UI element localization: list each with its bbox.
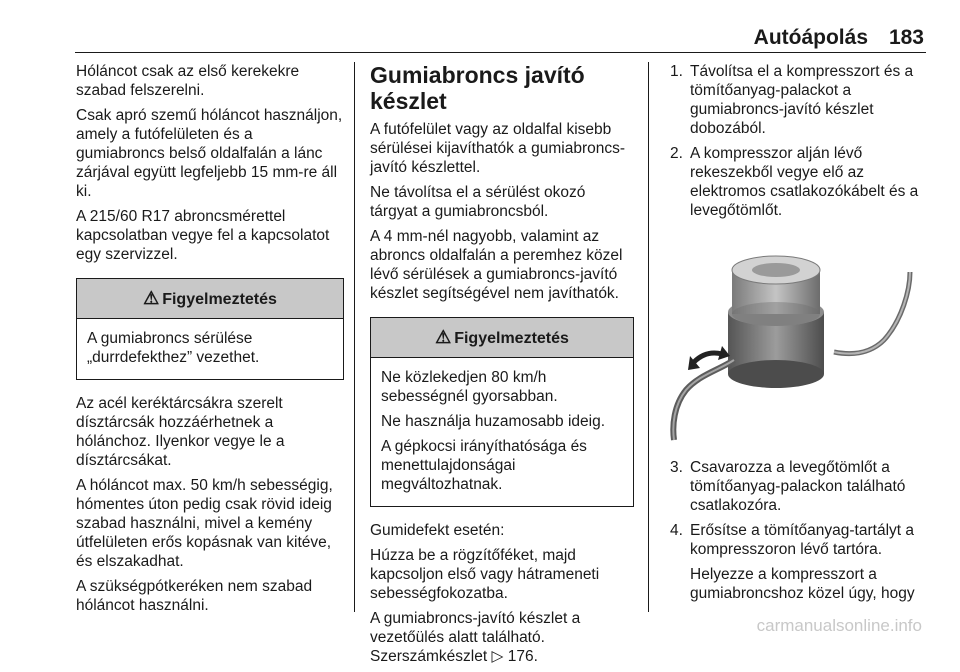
warning-header — [371, 318, 633, 358]
paragraph-text: A gumiabroncs-javító készlet a vezetőülés alatt található. — [370, 610, 581, 646]
warning-line: Ne használja huzamosabb ideig. — [381, 413, 606, 430]
steps-list — [664, 458, 926, 603]
section-title: Autóápolás — [753, 26, 868, 49]
paragraph: Az acél keréktárcsákra szerelt dísztárcsák hozzáérhetnek a hólánchoz. Ilyenkor vegye le a dísztárcsákat. — [76, 395, 285, 469]
step-text: Csavarozza a levegőtömlőt a tömítőanyag-palackon található csatlakozóra. — [690, 459, 906, 514]
step-item — [664, 144, 926, 220]
warning-triangle-icon: ⚠ — [435, 327, 452, 347]
warning-body — [77, 319, 343, 379]
step-text: A kompresszor alján lévő rekeszekből vegye elő az elektromos csatlakozókábelt és a levegőtömlőt. — [690, 145, 919, 219]
page-reference-label: Szerszámkészlet — [370, 648, 488, 665]
step-text: Távolítsa el a kompresszort és a tömítőanyag-palackot a gumiabroncs-javító készlet dobozából. — [690, 63, 914, 137]
column-divider — [354, 62, 355, 612]
column-2 — [370, 62, 634, 672]
warning-title: Figyelmeztetés — [454, 330, 569, 347]
step-number: 1. — [670, 63, 683, 80]
section-heading: Gumiabroncs javító készlet — [370, 62, 585, 114]
paragraph: Hóláncot csak az első kerekekre szabad felszerelni. — [76, 63, 300, 99]
step-item — [664, 521, 926, 603]
step-text: Erősítse a tömítőanyag-tartályt a kompresszoron lévő tartóra. — [690, 522, 914, 558]
warning-body — [371, 358, 633, 506]
warning-triangle-icon: ⚠ — [143, 288, 160, 308]
header-rule — [75, 52, 926, 53]
paragraph: Húzza be a rögzítőféket, majd kapcsoljon első vagy hátrameneti sebességfokozatba. — [370, 547, 600, 602]
paragraph: A futófelület vagy az oldalfal kisebb sérülései kijavíthatók a gumiabroncs-javító készlettel. — [370, 121, 626, 176]
warning-text: A gumiabroncs sérülése „durrdefekthez” vezethet. — [87, 330, 260, 366]
warning-box — [370, 317, 634, 507]
step-number: 4. — [670, 522, 683, 539]
paragraph: Ne távolítsa el a sérülést okozó tárgyat a gumiabroncsból. — [370, 184, 586, 220]
compressor-illustration — [664, 230, 926, 444]
paragraph: A 4 mm-nél nagyobb, valamint az abroncs oldalfalán a peremhez közel lévő sérülések a gumiabroncs-javító készlet segítségével nem javíthatók. — [370, 228, 623, 302]
paragraph: A szükségpótkeréken nem szabad hóláncot használni. — [76, 578, 313, 614]
step-number: 3. — [670, 459, 683, 476]
paragraph: Gumidefekt esetén: — [370, 522, 505, 539]
page-number: 183 — [888, 26, 924, 49]
warning-header — [77, 279, 343, 319]
step-item — [664, 62, 926, 138]
column-3 — [664, 62, 926, 609]
step-item — [664, 458, 926, 515]
watermark: carmanualsonline.info — [756, 616, 922, 635]
paragraph — [370, 609, 634, 666]
compressor-hose-drawing — [664, 230, 926, 444]
warning-title: Figyelmeztetés — [162, 291, 277, 308]
warning-line: Ne közlekedjen 80 km/h sebességnél gyorsabban. — [381, 369, 558, 405]
warning-box — [76, 278, 344, 380]
paragraph: Csak apró szemű hóláncot használjon, amely a futófelületen és a gumiabroncs belső oldalfalán a lánc zárjával együtt legfeljebb 15 mm-re áll ki. — [76, 107, 343, 200]
column-1 — [76, 62, 344, 621]
step-number: 2. — [670, 145, 683, 162]
step-continuation: Helyezze a kompresszort a gumiabroncshoz közel úgy, hogy — [690, 566, 915, 602]
page-reference-number[interactable]: 176. — [507, 648, 538, 665]
column-divider — [648, 62, 649, 612]
paragraph: A 215/60 R17 abroncsmérettel kapcsolatban vegye fel a kapcsolatot egy szervizzel. — [76, 208, 330, 263]
page-reference-arrow-icon: ▷ — [491, 648, 504, 665]
page-header — [0, 0, 960, 52]
paragraph: A hóláncot max. 50 km/h sebességig, hómentes úton pedig csak rövid ideig szabad használni, mivel a kemény útfelületen erős kopásnak van kitéve, és elszakadhat. — [76, 477, 333, 570]
steps-list — [664, 62, 926, 220]
warning-line: A gépkocsi irányíthatósága és menettulajdonságai megváltozhatnak. — [381, 438, 587, 493]
